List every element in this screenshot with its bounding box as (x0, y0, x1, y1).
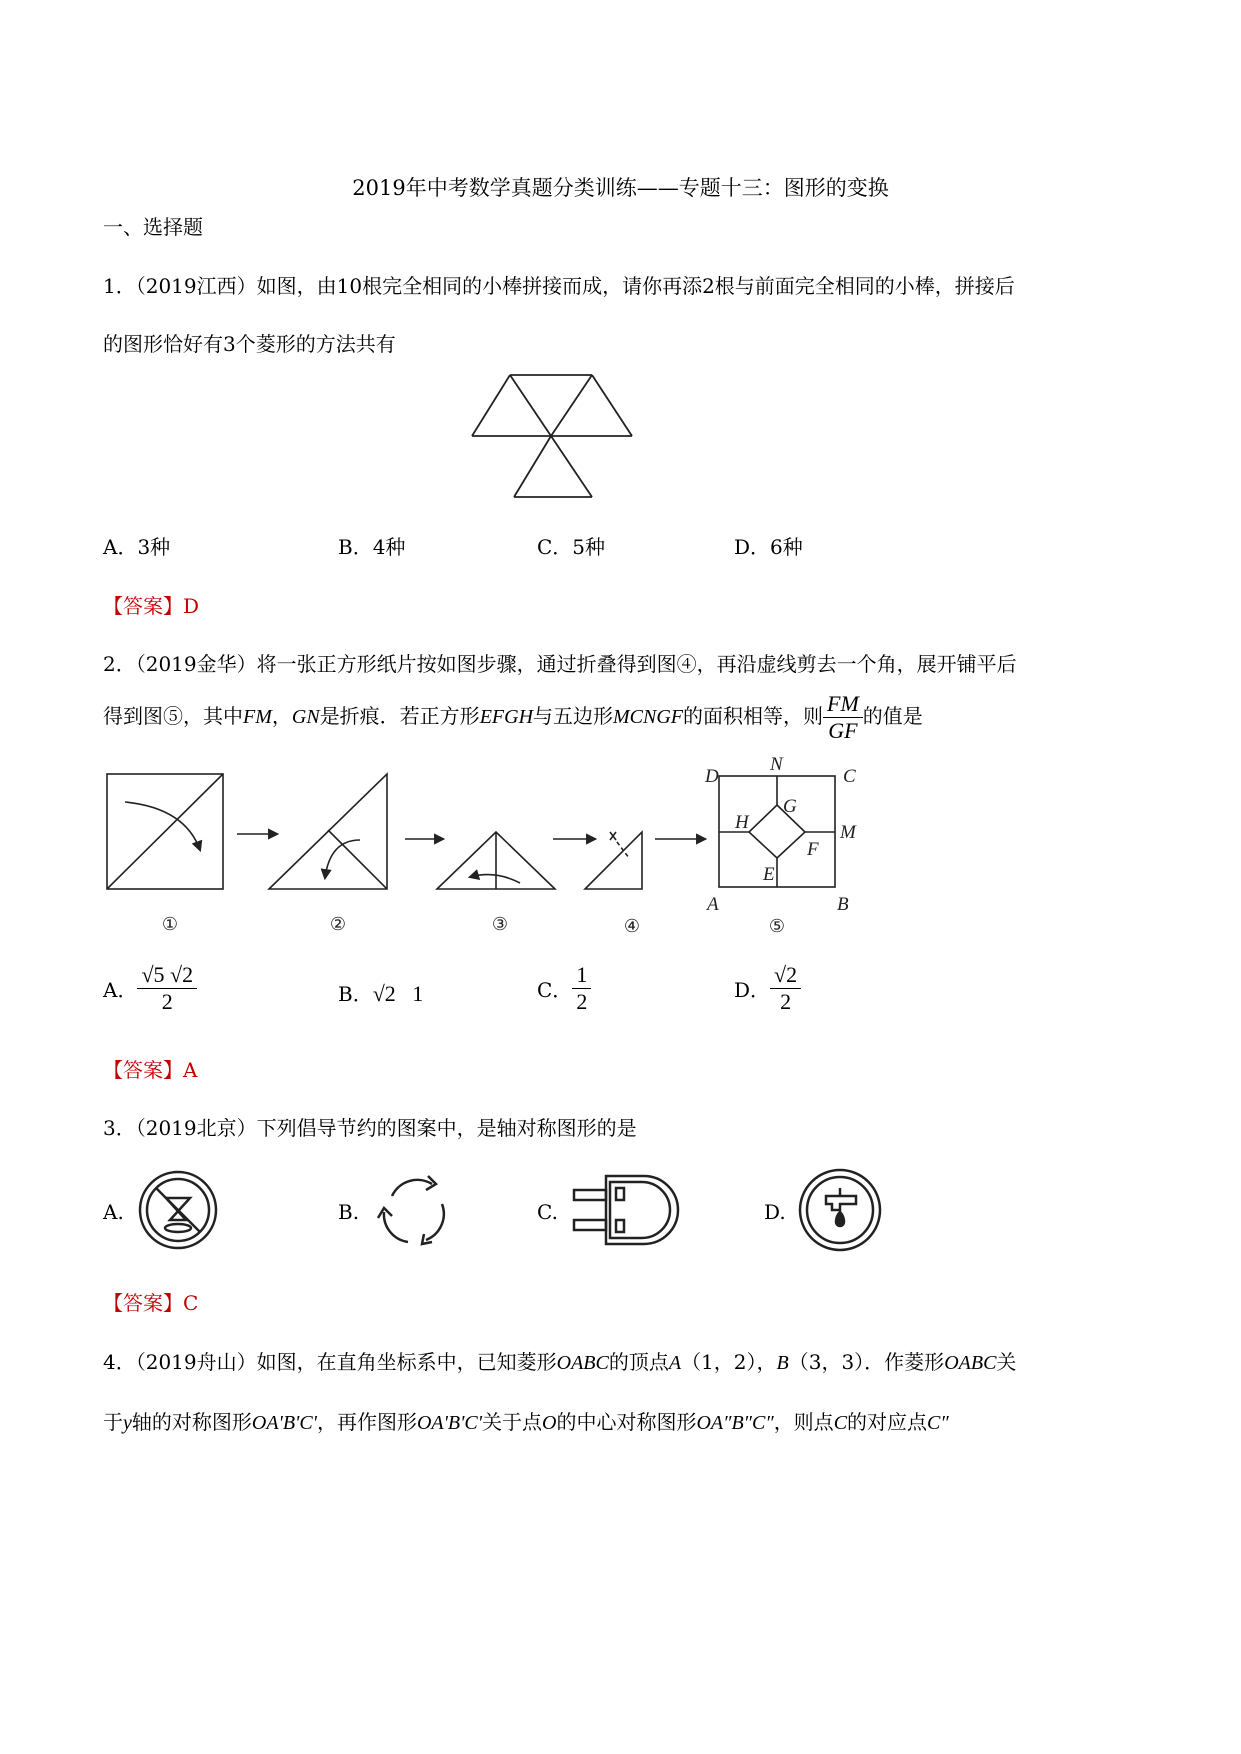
q2-text-seg: 是折痕．若正方形 (319, 704, 480, 728)
point-label-m: M (840, 822, 856, 843)
q3-option-b-label[interactable]: B. (338, 1200, 360, 1224)
q4-var-oabc: OABC (556, 1352, 609, 1374)
q2-text-seg: 的面积相等，则 (683, 704, 824, 728)
fraction-numerator: FM (823, 691, 863, 718)
q3-answer (103, 1287, 198, 1316)
bowl-icon (165, 1224, 191, 1232)
q4-text-line2 (103, 1406, 949, 1435)
q4-text-seg: 的中心对称图形 (556, 1410, 697, 1434)
fig2-fold-line (328, 830, 387, 889)
q4-var-figure1: OA'B'C' (416, 1412, 483, 1434)
section-heading: 一、选择题 (103, 215, 203, 239)
q4-var-figure1: OA'B'C' (251, 1412, 317, 1434)
point-label-d: D (705, 766, 719, 787)
q4-text-seg: ，再作图形 (316, 1410, 417, 1434)
q3-option-d-faucet-icon[interactable] (796, 1166, 884, 1254)
q2-text-seg: 与五边形 (533, 704, 614, 728)
fig1-diagonal (107, 774, 223, 889)
answer-label: 【答案】 (103, 1291, 183, 1315)
q2-var-fm: FM (243, 706, 272, 728)
q1-stick (551, 375, 592, 436)
point-label-h: H (735, 812, 749, 833)
plug-slot (616, 1220, 624, 1232)
q4-text-line1 (103, 1346, 1016, 1375)
q3-option-b-recycle-icon[interactable] (370, 1166, 458, 1254)
fig1-arrow (125, 802, 200, 850)
q3-option-c-label[interactable]: C. (537, 1200, 558, 1224)
point-label-e: E (763, 864, 775, 885)
answer-value: D (183, 594, 200, 618)
q4-var-c: C (833, 1412, 848, 1434)
plug-inner (610, 1182, 670, 1238)
q4-text-seg: （1，2）， (681, 1350, 777, 1374)
page-title: 2019年中考数学真题分类训练——专题十三：图形的变换 (352, 176, 889, 200)
option-label: D． (734, 978, 771, 1002)
q1-stick (592, 375, 632, 436)
q1-answer (103, 590, 199, 619)
q1-option-a[interactable]: A．3种 (103, 535, 171, 559)
q3-option-c-plug-icon[interactable] (570, 1172, 684, 1248)
point-label-n: N (770, 754, 783, 775)
point-label-b: B (837, 894, 849, 915)
q4-var-c2: C″ (927, 1412, 949, 1434)
q2-option-b[interactable] (338, 978, 423, 1007)
option-label: A． (103, 978, 138, 1002)
water-drop-icon (836, 1212, 844, 1226)
q1-stick (514, 436, 551, 497)
q2-var-gn: GN (291, 706, 320, 728)
fig-label-4: ④ (623, 916, 641, 936)
q2-text-seg: 得到图⑤，其中 (103, 704, 243, 728)
point-label-g: G (783, 796, 797, 817)
fig-label-1: ① (161, 914, 179, 934)
recycle-arrow (426, 1204, 444, 1240)
q4-var-oabc: OABC (944, 1352, 997, 1374)
q4-var-figure2: OA″B″C″ (696, 1412, 774, 1434)
fig4-triangle (585, 832, 642, 889)
point-label-c: C (843, 766, 856, 787)
fig-label-3: ③ (491, 914, 509, 934)
option-c-fraction (572, 962, 591, 1015)
fig-label-2: ② (329, 914, 347, 934)
q3-option-a-label[interactable]: A. (103, 1200, 124, 1224)
q1-option-c[interactable]: C．5种 (537, 535, 606, 559)
q1-stick (510, 375, 551, 436)
option-label: C． (537, 978, 573, 1002)
answer-value: C (183, 1291, 199, 1315)
point-label-a: A (707, 894, 719, 915)
q4-text-seg: 关于点 (482, 1410, 543, 1434)
q4-text-seg: 的顶点 (608, 1350, 669, 1374)
fraction-numerator: √5 √2 (137, 962, 197, 989)
q2-folding-figure (95, 750, 895, 945)
answer-label: 【答案】 (103, 1058, 183, 1082)
q3-option-a-emblem[interactable] (136, 1168, 220, 1252)
q2-var-mcngf: MCNGF (613, 706, 684, 728)
q2-text-line2 (103, 688, 923, 745)
q4-text-seg: （3，3）．作菱形 (788, 1350, 945, 1374)
answer-value: A (183, 1058, 198, 1082)
option-a-fraction (137, 962, 197, 1015)
q4-var-b: B (776, 1352, 789, 1374)
q1-text-line2: 的图形恰好有3个菱形的方法共有 (103, 332, 396, 356)
fraction-denominator: 2 (161, 989, 173, 1014)
fig3-arrow (470, 875, 520, 883)
q3-option-d-label[interactable]: D. (764, 1200, 786, 1224)
recycle-arrow (392, 1180, 432, 1196)
q2-option-c[interactable] (537, 962, 591, 1015)
q1-triangles-figure (460, 365, 650, 510)
q4-text-seg: 轴的对称图形 (131, 1410, 252, 1434)
q2-fraction-fm-gf (823, 691, 863, 744)
plug-prong (574, 1220, 606, 1230)
fraction-numerator: √2 (770, 962, 801, 989)
q4-var-y: y (123, 1412, 132, 1434)
q2-text-seg: ， (271, 704, 292, 728)
plug-prong (574, 1190, 606, 1200)
faucet-icon (826, 1196, 856, 1210)
option-d-fraction (770, 962, 801, 1015)
option-b-value: √2 1 (372, 981, 424, 1006)
fraction-denominator: GF (828, 718, 858, 743)
q4-var-a: A (668, 1352, 682, 1374)
q4-text-seg: 于 (103, 1410, 123, 1434)
scissors-icon (610, 832, 616, 840)
plug-body (606, 1176, 678, 1244)
q1-text-line1: 1．（2019江西）如图，由10根完全相同的小棒拼接而成，请你再添2根与前面完全相同的小棒，拼接后 (103, 274, 1015, 298)
plug-slot (616, 1188, 624, 1200)
fraction-numerator: 1 (572, 962, 591, 989)
q4-text-seg: 的对应点 (847, 1410, 928, 1434)
q4-var-o: O (542, 1412, 557, 1434)
q1-stick (472, 375, 510, 436)
fraction-denominator: 2 (576, 989, 588, 1014)
q3-text-line1: 3．（2019北京）下列倡导节约的图案中，是轴对称图形的是 (103, 1116, 637, 1140)
q1-option-d[interactable]: D．6种 (734, 535, 803, 559)
q4-text-seg: ，则点 (773, 1410, 834, 1434)
fig-label-5: ⑤ (768, 916, 786, 936)
q4-text-seg: 4．（2019舟山）如图，在直角坐标系中，已知菱形 (103, 1350, 557, 1374)
q2-option-a[interactable] (103, 962, 197, 1015)
point-label-f: F (807, 839, 819, 860)
q1-option-b[interactable]: B．4种 (338, 535, 406, 559)
fig2-arrow (325, 840, 360, 878)
q2-text-seg: 的值是 (862, 704, 923, 728)
option-label: B． (338, 982, 373, 1006)
q2-answer (103, 1054, 197, 1083)
recycle-arrow (384, 1212, 408, 1242)
q2-text-line1: 2．（2019金华）将一张正方形纸片按如图步骤，通过折叠得到图④，再沿虚线剪去一个角，展开铺平后 (103, 652, 1017, 676)
q4-text-seg: 关 (996, 1350, 1017, 1374)
q2-var-efgh: EFGH (479, 706, 534, 728)
q1-stick (551, 436, 592, 497)
answer-label: 【答案】 (103, 594, 183, 618)
q2-option-d[interactable] (734, 962, 801, 1015)
fraction-denominator: 2 (780, 989, 792, 1014)
